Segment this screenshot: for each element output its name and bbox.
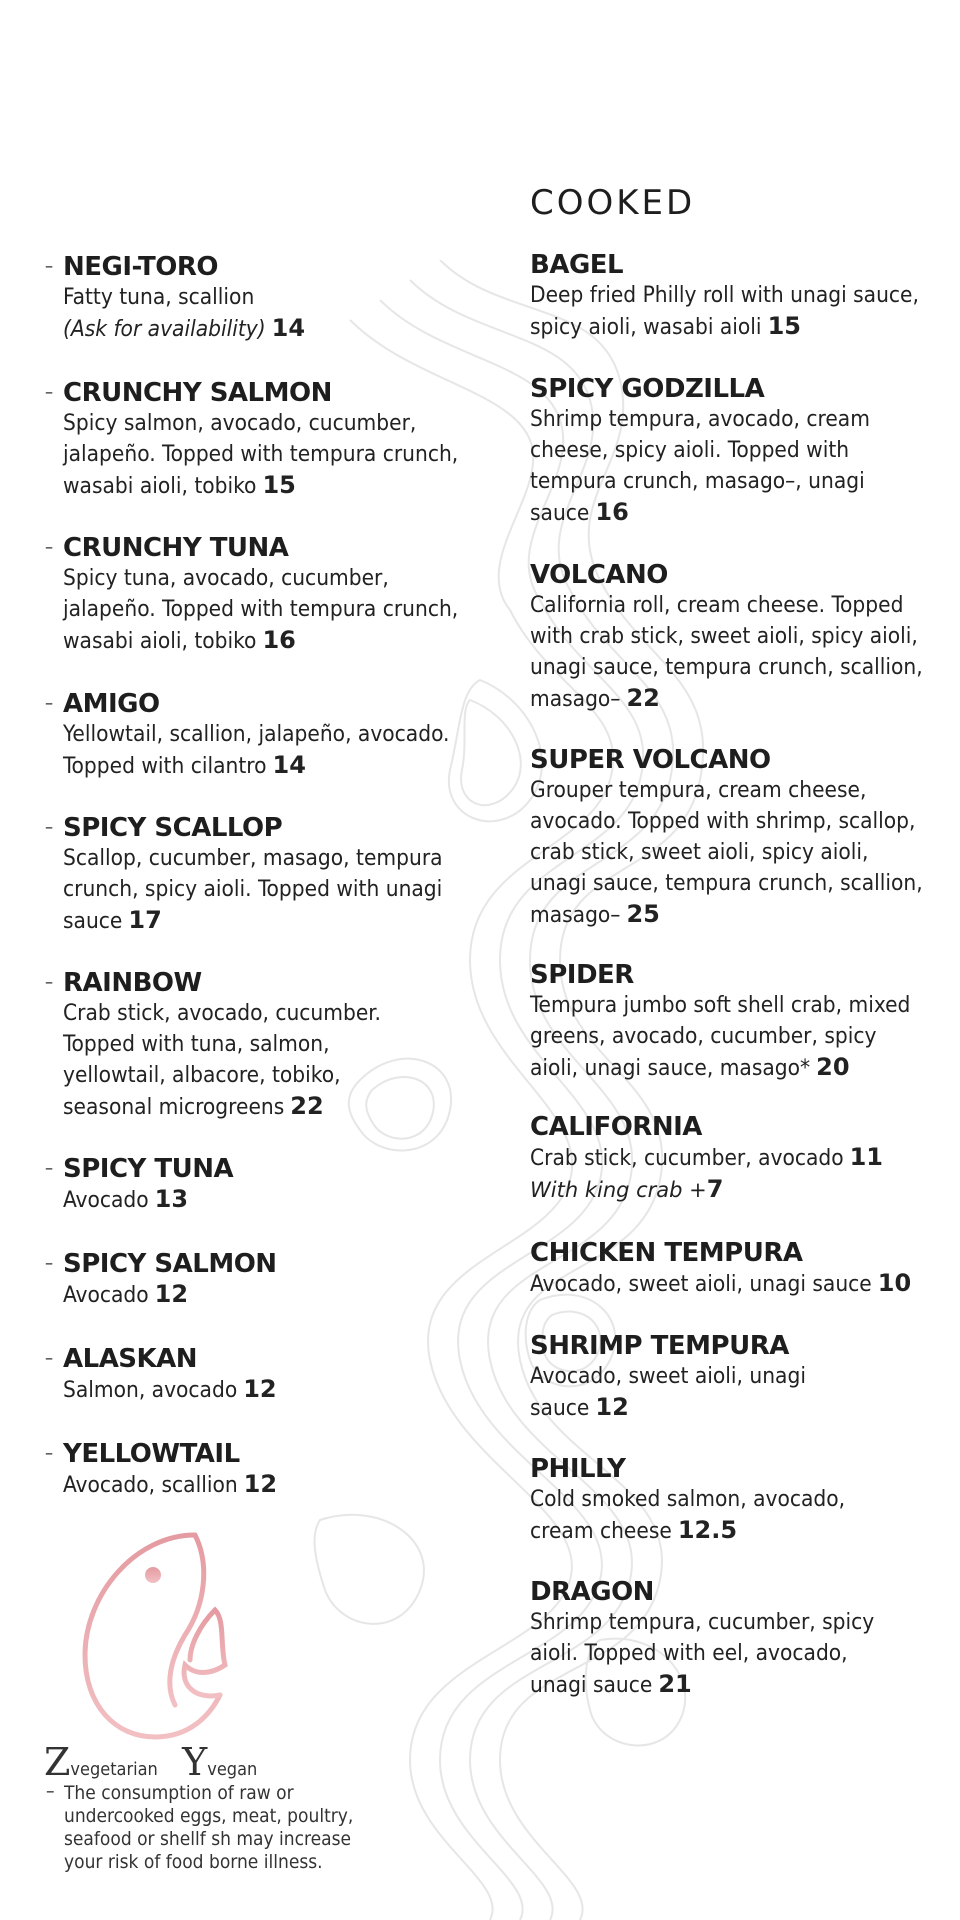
item-price: 20 (816, 1053, 850, 1081)
raw-marker: – (45, 693, 54, 714)
raw-marker: – (45, 256, 54, 277)
menu-item-rainbow (45, 968, 433, 1123)
item-description: Avocado, scallion (63, 1472, 238, 1498)
menu-item-super-volcano (530, 745, 930, 931)
menu-item-chicken-tempura (530, 1238, 930, 1300)
vegan-symbol: Y (182, 1740, 208, 1784)
raw-marker: – (45, 817, 54, 838)
disclaimer-text: The consumption of raw or undercooked eggs, meat, poultry, seafood or shellf sh may increase your risk of food borne illness. (64, 1782, 354, 1873)
item-description: Yellowtail, scallion, jalapeño, avocado. Topped with cilantro (63, 721, 450, 779)
menu-item-spicy-godzilla (530, 374, 930, 529)
item-description: Salmon, avocado (63, 1377, 238, 1403)
item-description: Grouper tempura, cream cheese, avocado. Topped with shrimp, scallop, crab stick, sweet aioli, spicy aioli, unagi sauce, tempura crunch, scallion, masago– (530, 777, 923, 928)
item-description: Crab stick, avocado, cucumber. Topped with tuna, salmon, yellowtail, albacore, tobiko, seasonal microgreens (63, 1000, 381, 1120)
item-name: SPIDER (530, 960, 634, 990)
item-price: 10 (877, 1269, 912, 1297)
item-name: CRUNCHY TUNA (63, 533, 289, 563)
item-name: PHILLY (530, 1454, 626, 1484)
item-price: 12.5 (677, 1516, 738, 1544)
item-price: 12 (595, 1393, 629, 1421)
item-note-price: 7 (706, 1175, 724, 1203)
item-description: Scallop, cucumber, masago, tempura crunch, spicy aioli. Topped with unagi sauce (63, 845, 443, 934)
item-description: Avocado (63, 1282, 149, 1308)
menu-item-spicy-tuna (45, 1154, 463, 1216)
menu-item-philly (530, 1454, 890, 1547)
item-description: Shrimp tempura, avocado, cream cheese, spicy aioli. Topped with tempura crunch, masago–, unagi sauce (530, 406, 870, 526)
menu-item-negi-toro (45, 252, 463, 345)
item-name: VOLCANO (530, 560, 668, 590)
item-name: DRAGON (530, 1577, 654, 1607)
item-price: 25 (626, 900, 660, 928)
menu-item-volcano (530, 560, 930, 715)
item-description: Tempura jumbo soft shell crab, mixed greens, avocado, cucumber, spicy aioli, unagi sauce, masago* (530, 992, 911, 1081)
section-title-cooked: COOKED (530, 183, 696, 223)
raw-marker: – (46, 1780, 55, 1802)
food-safety-disclaimer (46, 1780, 394, 1874)
menu-item-spicy-scallop (45, 813, 463, 937)
item-description: Deep fried Philly roll with unagi sauce, spicy aioli, wasabi aioli (530, 282, 919, 340)
menu-item-dragon (530, 1577, 910, 1701)
menu-item-crunchy-tuna (45, 533, 463, 657)
item-price: 15 (767, 312, 801, 340)
menu-item-alaskan (45, 1344, 463, 1406)
item-name: RAINBOW (63, 968, 202, 998)
item-price: 22 (626, 684, 660, 712)
item-description: Fatty tuna, scallion (63, 284, 255, 310)
raw-marker: – (45, 537, 54, 558)
item-name: BAGEL (530, 250, 624, 280)
item-price: 22 (290, 1092, 324, 1120)
item-price: 16 (262, 626, 296, 654)
raw-marker: – (45, 382, 54, 403)
item-note: (Ask for availability) (63, 316, 266, 342)
item-price: 14 (272, 751, 306, 779)
menu-item-spider (530, 960, 930, 1084)
item-description: Cold smoked salmon, avocado, cream cheese (530, 1486, 846, 1544)
item-description: Avocado (63, 1187, 149, 1213)
vegetarian-label: vegetarian (70, 1759, 158, 1780)
item-name: SHRIMP TEMPURA (530, 1331, 789, 1361)
item-price: 12 (243, 1470, 278, 1498)
item-name: SPICY SALMON (63, 1249, 277, 1279)
item-description: Avocado, sweet aioli, unagi sauce (530, 1363, 806, 1421)
item-name: SPICY GODZILLA (530, 374, 765, 404)
item-price: 12 (154, 1280, 189, 1308)
raw-marker: – (45, 1443, 54, 1464)
item-name: AMIGO (63, 689, 160, 719)
fish-logo-icon (75, 1525, 235, 1745)
item-price: 15 (262, 471, 296, 499)
item-description: Spicy salmon, avocado, cucumber, jalapeño. Topped with tempura crunch, wasabi aioli, tobiko (63, 410, 459, 499)
item-name: CHICKEN TEMPURA (530, 1238, 803, 1268)
menu-item-amigo (45, 689, 463, 782)
item-name: SPICY TUNA (63, 1154, 234, 1184)
item-description: Shrimp tempura, cucumber, spicy aioli. Topped with eel, avocado, unagi sauce (530, 1609, 875, 1698)
item-description: California roll, cream cheese. Topped with crab stick, sweet aioli, spicy aioli, unagi sauce, tempura crunch, scallion, masago– (530, 592, 923, 712)
item-name: SUPER VOLCANO (530, 745, 771, 775)
vegetarian-symbol: Z (44, 1740, 71, 1784)
item-note: With king crab + (530, 1178, 707, 1202)
item-price: 14 (271, 314, 306, 342)
item-description: Crab stick, cucumber, avocado (530, 1145, 844, 1171)
item-price: 17 (128, 906, 162, 934)
item-description: Avocado, sweet aioli, unagi sauce (530, 1271, 872, 1297)
item-name: YELLOWTAIL (63, 1439, 240, 1469)
item-price: 21 (658, 1670, 692, 1698)
menu-item-yellowtail (45, 1439, 463, 1501)
raw-marker: – (45, 1253, 54, 1274)
raw-marker: – (45, 972, 54, 993)
menu-item-spicy-salmon (45, 1249, 463, 1311)
menu-item-shrimp-tempura (530, 1331, 860, 1424)
item-description: Spicy tuna, avocado, cucumber, jalapeño. Topped with tempura crunch, wasabi aioli, tobiko (63, 565, 459, 654)
raw-marker: – (45, 1348, 54, 1369)
menu-item-crunchy-salmon (45, 378, 463, 502)
menu-item-bagel (530, 250, 920, 343)
raw-marker: – (45, 1158, 54, 1179)
item-price: 11 (849, 1143, 884, 1171)
menu-item-california (530, 1112, 930, 1206)
item-price: 13 (154, 1185, 189, 1213)
item-name: CRUNCHY SALMON (63, 378, 332, 408)
item-name: ALASKAN (63, 1344, 198, 1374)
vegan-label: vegan (207, 1759, 258, 1780)
item-name: CALIFORNIA (530, 1112, 702, 1142)
dietary-legend (44, 1740, 257, 1784)
item-price: 12 (243, 1375, 277, 1403)
item-name: NEGI-TORO (63, 252, 218, 282)
item-price: 16 (595, 498, 629, 526)
item-name: SPICY SCALLOP (63, 813, 283, 843)
